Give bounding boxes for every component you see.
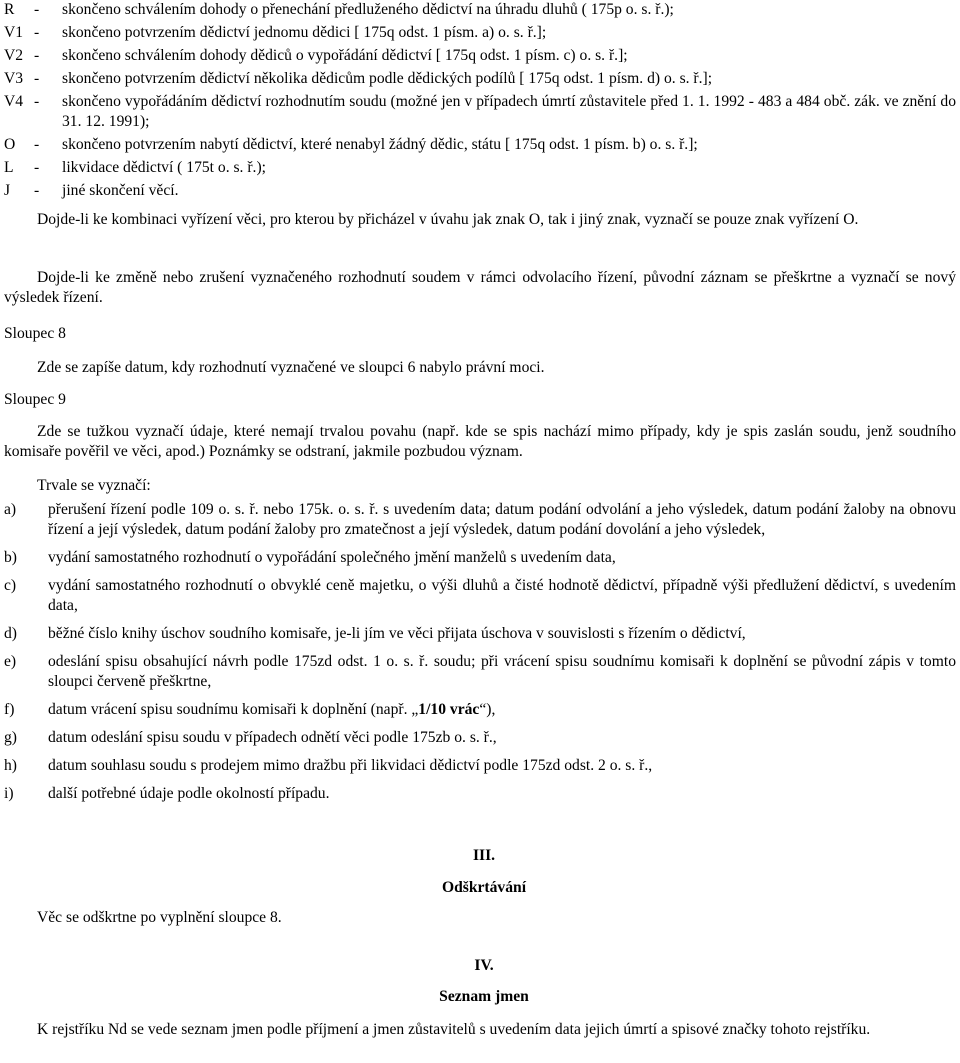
result-codes-list [4,0,956,201]
paragraph-combination: Dojde-li ke kombinaci vyřízení věci, pro kterou by přicházel v úvahu jak znak O, tak i jiný znak, vyznačí se pouze znak vyřízení O. [37,211,859,228]
list-item-i [4,784,956,804]
list-item-text: vydání samostatného rozhodnutí o vypořádání společného jmění manželů s uvedením data, [48,549,616,566]
list-item-a [4,500,956,540]
code-row-v3 [4,69,956,89]
list-item-text-before: datum vrácení spisu soudnímu komisaři k doplnění (např. „ [48,701,419,718]
list-item-key: i) [4,785,14,802]
code-dash: - [34,93,40,110]
list-item-key: a) [4,501,17,518]
list-item-key: g) [4,729,17,746]
column-8-text: Zde se zapíše datum, kdy rozhodnutí vyznačené ve sloupci 6 nabylo právní moci. [37,359,545,376]
list-item-b [4,548,956,568]
list-item-key: b) [4,549,17,566]
code-row-j [4,181,956,201]
list-item-e [4,652,956,692]
list-item-text: datum souhlasu soudu s prodejem mimo dražbu při likvidaci dědictví podle 175zd odst. 2 o. s. ř., [48,757,653,774]
code-row-l [4,158,956,178]
list-item-text-bold: 1/10 vrác [418,701,480,718]
code-key: R [4,1,15,18]
code-dash: - [34,136,40,153]
list-item-text-after: “), [479,701,496,718]
code-dash: - [34,47,40,64]
list-item-c [4,576,956,616]
section-3-number: III. [472,847,496,864]
section-4-text: K rejstříku Nd se vede seznam jmen podle příjmení a jmen zůstavitelů s uvedením data jejich úmrtí a spisové značky tohoto rejstříku. [37,1021,871,1038]
paragraph-change: Dojde-li ke změně nebo zrušení vyznačeného rozhodnutí soudem v rámci odvolacího řízení, původní záznam se přeškrtne a vyznačí se nový výsledek řízení. [4,269,956,306]
code-key: V1 [4,24,24,41]
code-text: skončeno schválením dohody dědiců o vypořádání dědictví [ 175q odst. 1 písm. c) o. s. ř.]; [62,47,628,64]
code-key: V2 [4,47,24,64]
permanent-intro: Trvale se vyznačí: [37,477,151,494]
permanent-items-list [4,500,956,812]
section-4-title: Seznam jmen [439,988,529,1005]
list-item-text: odeslání spisu obsahující návrh podle 175zd odst. 1 o. s. ř. soudu; při vrácení spisu soudnímu komisaři k doplnění se původní zápis v tomto sloupci červeně přeškrtne, [48,653,956,690]
list-item-key: c) [4,577,17,594]
column-9-text: Zde se tužkou vyznačí údaje, které nemají trvalou povahu (např. kde se spis nachází mimo případy, kdy je spis zaslán soudu, jenž soudního komisaře pověřil ve věci, apod.) Poznámky se odstraní, jakmile pozbudou význam. [4,423,956,460]
code-row-v4 [4,92,956,132]
column-9-heading: Sloupec 9 [4,391,66,408]
code-dash: - [34,182,40,199]
code-dash: - [34,24,40,41]
code-row-o [4,135,956,155]
list-item-key: f) [4,701,15,718]
code-text: likvidace dědictví ( 175t o. s. ř.); [62,159,266,176]
code-dash: - [34,1,40,18]
list-item-text: další potřebné údaje podle okolností případu. [48,785,330,802]
list-item-text: vydání samostatného rozhodnutí o obvyklé ceně majetku, o výši dluhů a čisté hodnotě dědictví, případně výši předlužení dědictví, s uvedením data, [48,577,956,614]
list-item-text: přerušení řízení podle 109 o. s. ř. nebo 175k. o. s. ř. s uvedením data; datum podání odvolání a jeho výsledek, datum podání žaloby na obnovu řízení a její výsledek, datum podání žaloby pro zmatečnost a její výsledek, datum podání dovolání a jeho výsledek, [48,501,956,538]
list-item-key: h) [4,757,17,774]
code-text: skončeno potvrzením dědictví několika dědicům podle dědických podílů [ 175q odst. 1 písm. d) o. s. ř.]; [62,70,713,87]
code-key: L [4,159,14,176]
list-item-text [48,700,956,720]
code-dash: - [34,159,40,176]
section-4-number: IV. [474,957,494,974]
list-item-key: e) [4,653,17,670]
code-text: skončeno potvrzením dědictví jednomu dědici [ 175q odst. 1 písm. a) o. s. ř.]; [62,24,547,41]
column-8-heading: Sloupec 8 [4,325,66,342]
code-key: V3 [4,70,24,87]
section-3-text: Věc se odškrtne po vyplnění sloupce 8. [37,909,282,926]
code-text: skončeno vypořádáním dědictví rozhodnutím soudu (možné jen v případech úmrtí zůstavitele před 1. 1. 1992 - 483 a 484 obč. zák. ve znění do 31. 12. 1991); [62,93,956,130]
code-key: J [4,182,11,199]
list-item-f [4,700,956,720]
code-text: jiné skončení věcí. [62,182,179,199]
code-dash: - [34,70,40,87]
list-item-text: datum odeslání spisu soudu v případech odnětí věci podle 175zb o. s. ř., [48,729,497,746]
list-item-text: běžné číslo knihy úschov soudního komisaře, je-li jím ve věci přijata úschova v souvislosti s řízením o dědictví, [48,625,746,642]
section-3-title: Odškrtávání [441,879,527,896]
code-row-v1 [4,23,956,43]
list-item-h [4,756,956,776]
code-row-r [4,0,956,20]
list-item-d [4,624,956,644]
code-key: O [4,136,16,153]
code-text: skončeno potvrzením nabytí dědictví, které nenabyl žádný dědic, státu [ 175q odst. 1 písm. b) o. s. ř.]; [62,136,698,153]
code-key: V4 [4,93,24,110]
list-item-key: d) [4,625,17,642]
list-item-g [4,728,956,748]
code-row-v2 [4,46,956,66]
code-text: skončeno schválením dohody o přenechání předluženého dědictví na úhradu dluhů ( 175p o. s. ř.); [62,1,674,18]
